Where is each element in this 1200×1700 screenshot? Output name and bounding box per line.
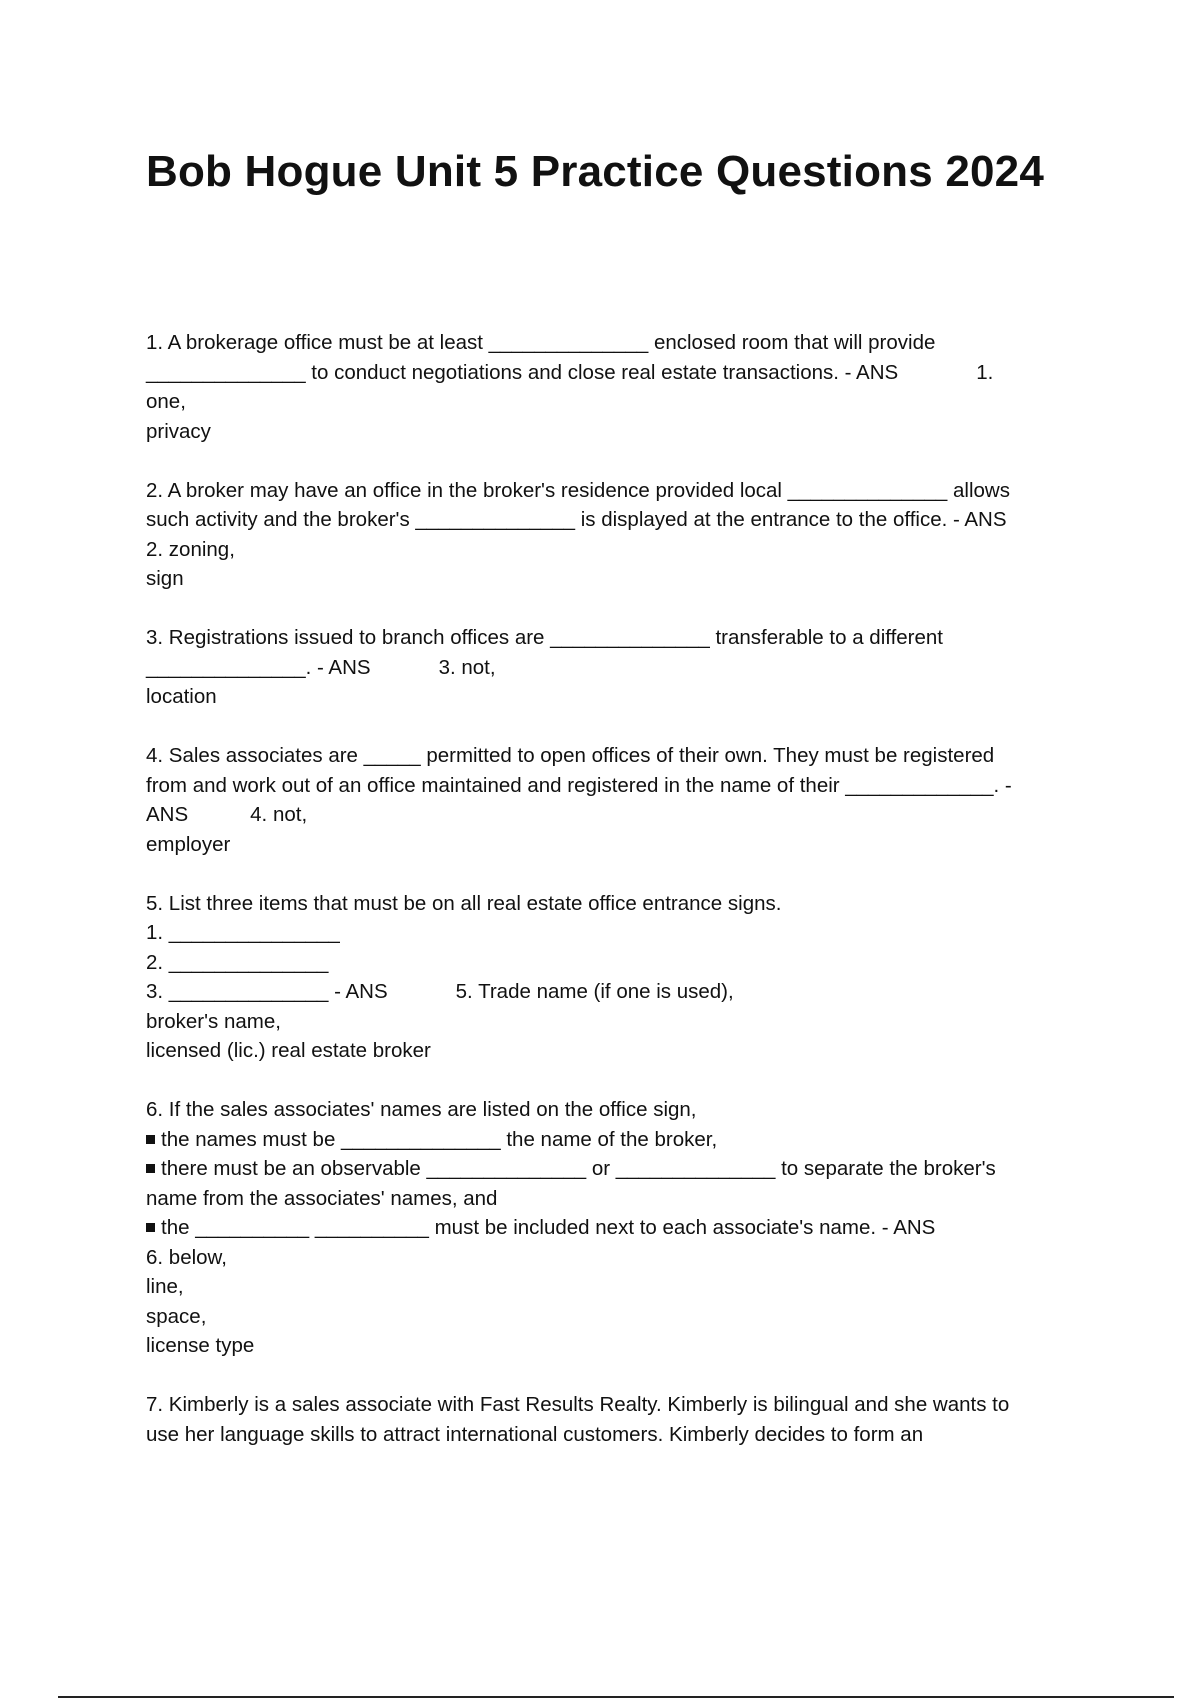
question-5-line-2: 1. _______________ <box>146 921 340 944</box>
question-7 <box>146 1390 1086 1449</box>
question-1-line-1: 1. A brokerage office must be at least ______________ enclosed room that will provide <box>146 331 936 354</box>
question-1-answer-start: 1. <box>976 360 994 384</box>
question-4-answer-line-1: employer <box>146 832 231 856</box>
question-5-answer-line-2: licensed (lic.) real estate broker <box>146 1039 431 1062</box>
question-2-answer-line-2: sign <box>146 567 184 590</box>
square-bullet-icon <box>146 1135 155 1144</box>
question-4-line-3-text: ANS <box>146 803 189 826</box>
question-6-continuation: name from the associates' names, and <box>146 1186 498 1210</box>
question-6-bullet-3 <box>146 1213 1086 1243</box>
question-1-answer-line-1: one, <box>146 390 186 413</box>
question-3-line-2 <box>146 653 1086 683</box>
question-2 <box>146 476 1086 594</box>
question-4 <box>146 741 1086 859</box>
question-1 <box>146 328 1086 446</box>
question-6-line-1: 6. If the sales associates' names are listed on the office sign, <box>146 1098 697 1121</box>
question-6-bullet-2 <box>146 1154 1086 1184</box>
question-1-line-2-text: ______________ to conduct negotiations and close real estate transactions. - ANS <box>146 360 899 384</box>
question-1-answer-line-2: privacy <box>146 419 211 443</box>
question-7-line-1: 7. Kimberly is a sales associate with Fast Results Realty. Kimberly is bilingual and she wants to <box>146 1393 1010 1416</box>
question-4-answer-start: 4. not, <box>250 803 308 826</box>
question-5-answer-line-1: broker's name, <box>146 1009 281 1033</box>
question-4-line-2: from and work out of an office maintained and registered in the name of their _____________. - <box>146 773 1012 797</box>
question-5-line-3: 2. ______________ <box>146 950 329 974</box>
page-title: Bob Hogue Unit 5 Practice Questions 2024 <box>146 147 1045 196</box>
question-6-answer-line-3: space, <box>146 1304 207 1328</box>
question-6-bullet-1 <box>146 1125 1086 1155</box>
question-1-line-2 <box>146 358 1086 388</box>
question-6-bullet-1-text: the names must be ______________ the name of the broker, <box>161 1127 718 1151</box>
question-6-bullet-3-text: the __________ __________ must be included next to each associate's name. - ANS <box>161 1216 936 1239</box>
question-3-answer-start: 3. not, <box>438 655 496 679</box>
question-2-line-1: 2. A broker may have an office in the broker's residence provided local ______________ allows <box>146 478 1010 502</box>
question-4-line-3 <box>146 800 1086 830</box>
question-5-line-4-text: 3. ______________ - ANS <box>146 980 388 1003</box>
question-6-answer-line-2: line, <box>146 1275 184 1298</box>
question-4-line-1: 4. Sales associates are _____ permitted to open offices of their own. They must be registered <box>146 744 995 767</box>
question-2-line-2: such activity and the broker's ______________ is displayed at the entrance to the office. - ANS <box>146 508 1007 531</box>
question-3-line-1: 3. Registrations issued to branch offices are ______________ transferable to a different <box>146 626 943 649</box>
question-3-answer-line-1: location <box>146 685 217 708</box>
question-5 <box>146 889 1086 1066</box>
square-bullet-icon <box>146 1223 155 1232</box>
square-bullet-icon <box>146 1164 155 1173</box>
question-6-bullet-2-text: there must be an observable ______________ or ______________ to separate the broker's <box>161 1157 996 1180</box>
question-5-line-1: 5. List three items that must be on all real estate office entrance signs. <box>146 891 782 915</box>
question-3 <box>146 623 1086 712</box>
question-6 <box>146 1095 1086 1361</box>
question-3-line-2-text: ______________. - ANS <box>146 655 371 679</box>
question-6-answer-line-1: 6. below, <box>146 1245 227 1269</box>
page-footer-rule <box>58 1696 1174 1698</box>
question-2-answer-line-1: 2. zoning, <box>146 537 235 561</box>
question-list <box>146 328 1086 1479</box>
question-6-answer-line-4: license type <box>146 1334 255 1357</box>
question-7-line-2: use her language skills to attract international customers. Kimberly decides to form an <box>146 1422 924 1446</box>
question-5-line-4 <box>146 977 1086 1007</box>
question-5-answer-start: 5. Trade name (if one is used), <box>455 980 734 1003</box>
